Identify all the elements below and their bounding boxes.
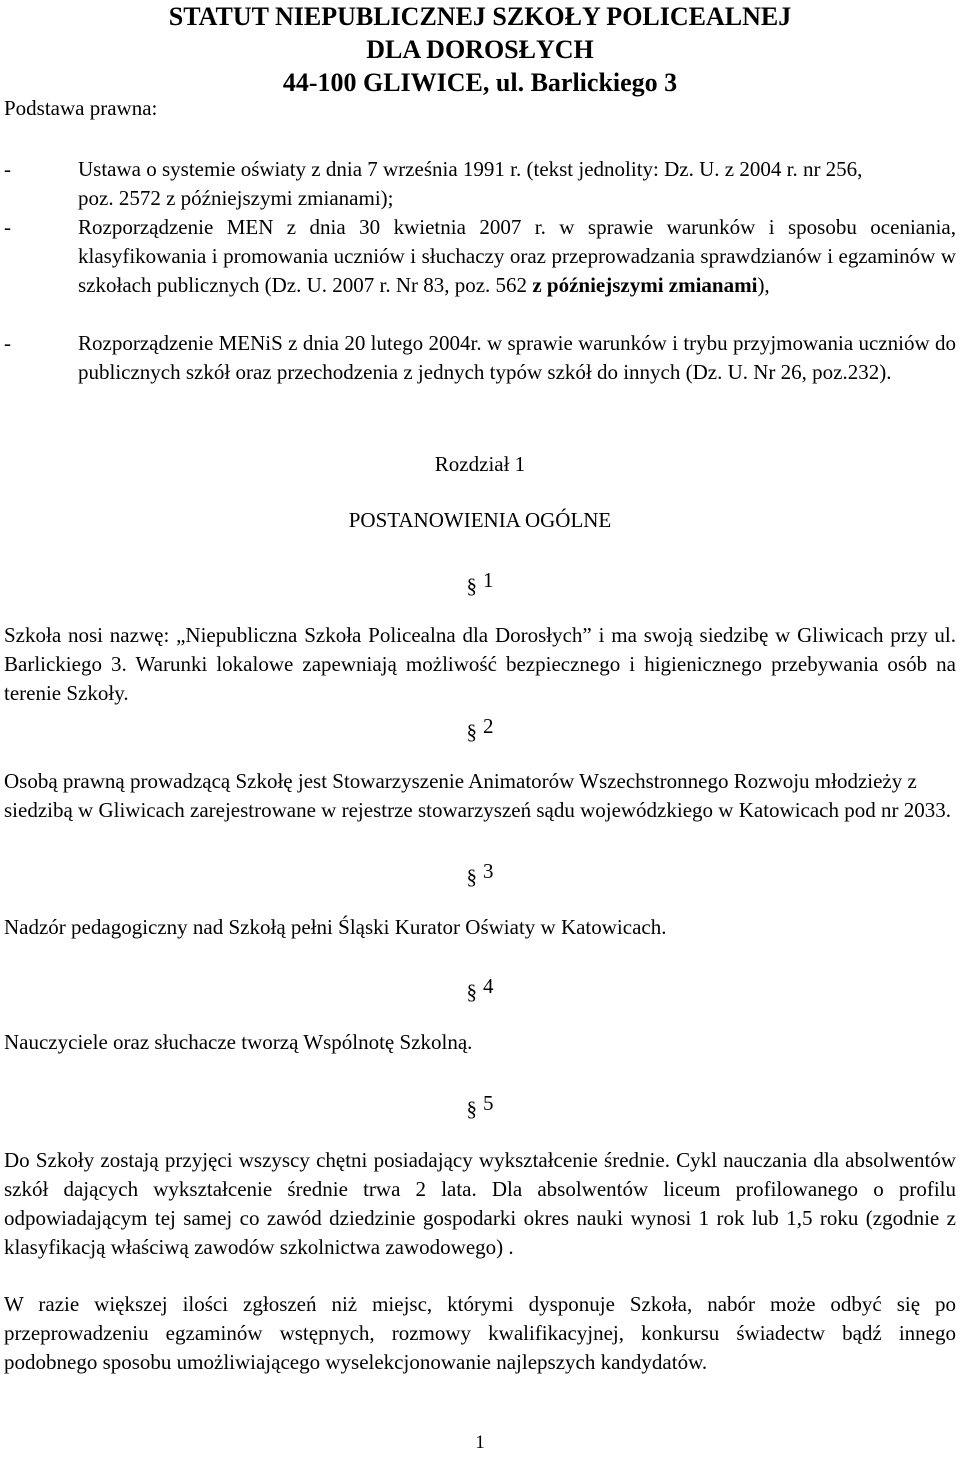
list-dash: - bbox=[4, 157, 11, 181]
statute-title-line-3: 44-100 GLIWICE, ul. Barlickiego 3 bbox=[282, 68, 678, 97]
legal-basis-item-2-bold: z późniejszymi zmianami bbox=[532, 273, 758, 297]
section-3-text: Nadzór pedagogiczny nad Szkołą pełni Śląski Kurator Oświaty w Katowicach. bbox=[4, 915, 667, 939]
section-number: 1 bbox=[483, 568, 494, 592]
legal-basis-item-1-text: Ustawa o systemie oświaty z dnia 7 września 1991 r. (tekst jednolity: Dz. U. z 2004 r. nr 256, poz. 2572 z późniejszymi zmianami); bbox=[78, 157, 863, 210]
chapter-title: POSTANOWIENIA OGÓLNE bbox=[348, 508, 612, 532]
section-heading-5 bbox=[0, 1089, 960, 1121]
section-number: 3 bbox=[483, 859, 494, 883]
legal-basis-item-3-text: Rozporządzenie MENiS z dnia 20 lutego 2004r. w sprawie warunków i trybu przyjmowania uczniów do publicznych szkół oraz przechodzenia z jednych typów szkół do innych (Dz. U. Nr 26, poz.232). bbox=[78, 331, 956, 384]
section-1-text: Szkoła nosi nazwę: „Niepubliczna Szkoła Policealna dla Dorosłych” i ma swoją siedzibę w Gliwicach przy ul. Barlickiego 3. Warunki lokalowe zapewniają możliwość bezpiecznego i higienicznego przebywania osób na terenie Szkoły. bbox=[4, 623, 956, 705]
legal-basis-item-2-main: Rozporządzenie MEN z dnia 30 kwietnia 2007 r. w sprawie warunków i sposobu oceniania, klasyfikowania i promowania uczniów i słuchaczy oraz przeprowadzania sprawdzianów i egzaminów w szkołach publicznych (Dz. U. 2007 r. Nr 83, poz. 562 bbox=[78, 215, 956, 297]
section-5-text-2: W razie większej ilości zgłoszeń niż miejsc, którymi dysponuje Szkoła, nabór może odbyć się po przeprowadzeniu egzaminów wstępnych, rozmowy kwalifikacyjnej, konkursu świadectw bądź innego podobnego sposobu umożliwiającego wyselekcjonowanie najlepszych kandydatów. bbox=[4, 1292, 956, 1374]
section-heading-1 bbox=[0, 566, 960, 598]
list-dash: - bbox=[4, 215, 11, 239]
section-number: 2 bbox=[483, 714, 494, 738]
section-symbol: § bbox=[466, 574, 477, 598]
section-number: 5 bbox=[483, 1091, 494, 1115]
section-heading-2 bbox=[0, 712, 960, 744]
section-4-text: Nauczyciele oraz słuchacze tworzą Wspólnotę Szkolną. bbox=[4, 1030, 473, 1054]
legal-basis-item-2-end: ), bbox=[757, 273, 770, 297]
section-heading-3 bbox=[0, 857, 960, 889]
page-number: 1 bbox=[475, 1432, 485, 1453]
statute-title-line-2: DLA DOROSŁYCH bbox=[366, 35, 594, 64]
section-symbol: § bbox=[466, 720, 477, 744]
legal-basis-item-2 bbox=[4, 213, 956, 300]
statute-title-line-1: STATUT NIEPUBLICZNEJ SZKOŁY POLICEALNEJ bbox=[168, 2, 792, 31]
chapter-label: Rozdział 1 bbox=[434, 452, 526, 476]
section-symbol: § bbox=[466, 1097, 477, 1121]
list-dash: - bbox=[4, 331, 11, 355]
section-number: 4 bbox=[483, 974, 494, 998]
section-5-text: Do Szkoły zostają przyjęci wszyscy chętni posiadający wykształcenie średnie. Cykl nauczania dla absolwentów szkół dających wykształcenie średnie trwa 2 lata. Dla absolwentów liceum profilowanego o profilu odpowiadającym tej samej co zawód dziedzinie gospodarki okres nauki wynosi 1 rok lub 1,5 roku (zgodnie z klasyfikacją właściwą zawodów szkolnictwa zawodowego) . bbox=[4, 1148, 956, 1259]
section-heading-4 bbox=[0, 972, 960, 1004]
legal-basis-item-2-text bbox=[78, 213, 956, 300]
legal-basis-item-3 bbox=[4, 329, 956, 387]
section-symbol: § bbox=[466, 865, 477, 889]
legal-basis-item-1 bbox=[4, 155, 956, 213]
legal-basis-label: Podstawa prawna: bbox=[4, 96, 158, 120]
section-symbol: § bbox=[466, 980, 477, 1004]
section-2-text: Osobą prawną prowadzącą Szkołę jest Stowarzyszenie Animatorów Wszechstronnego Rozwoju młodzieży z siedzibą w Gliwicach zarejestrowane w rejestrze stowarzyszeń sądu wojewódzkiego w Katowicach pod nr 2033. bbox=[4, 769, 951, 822]
